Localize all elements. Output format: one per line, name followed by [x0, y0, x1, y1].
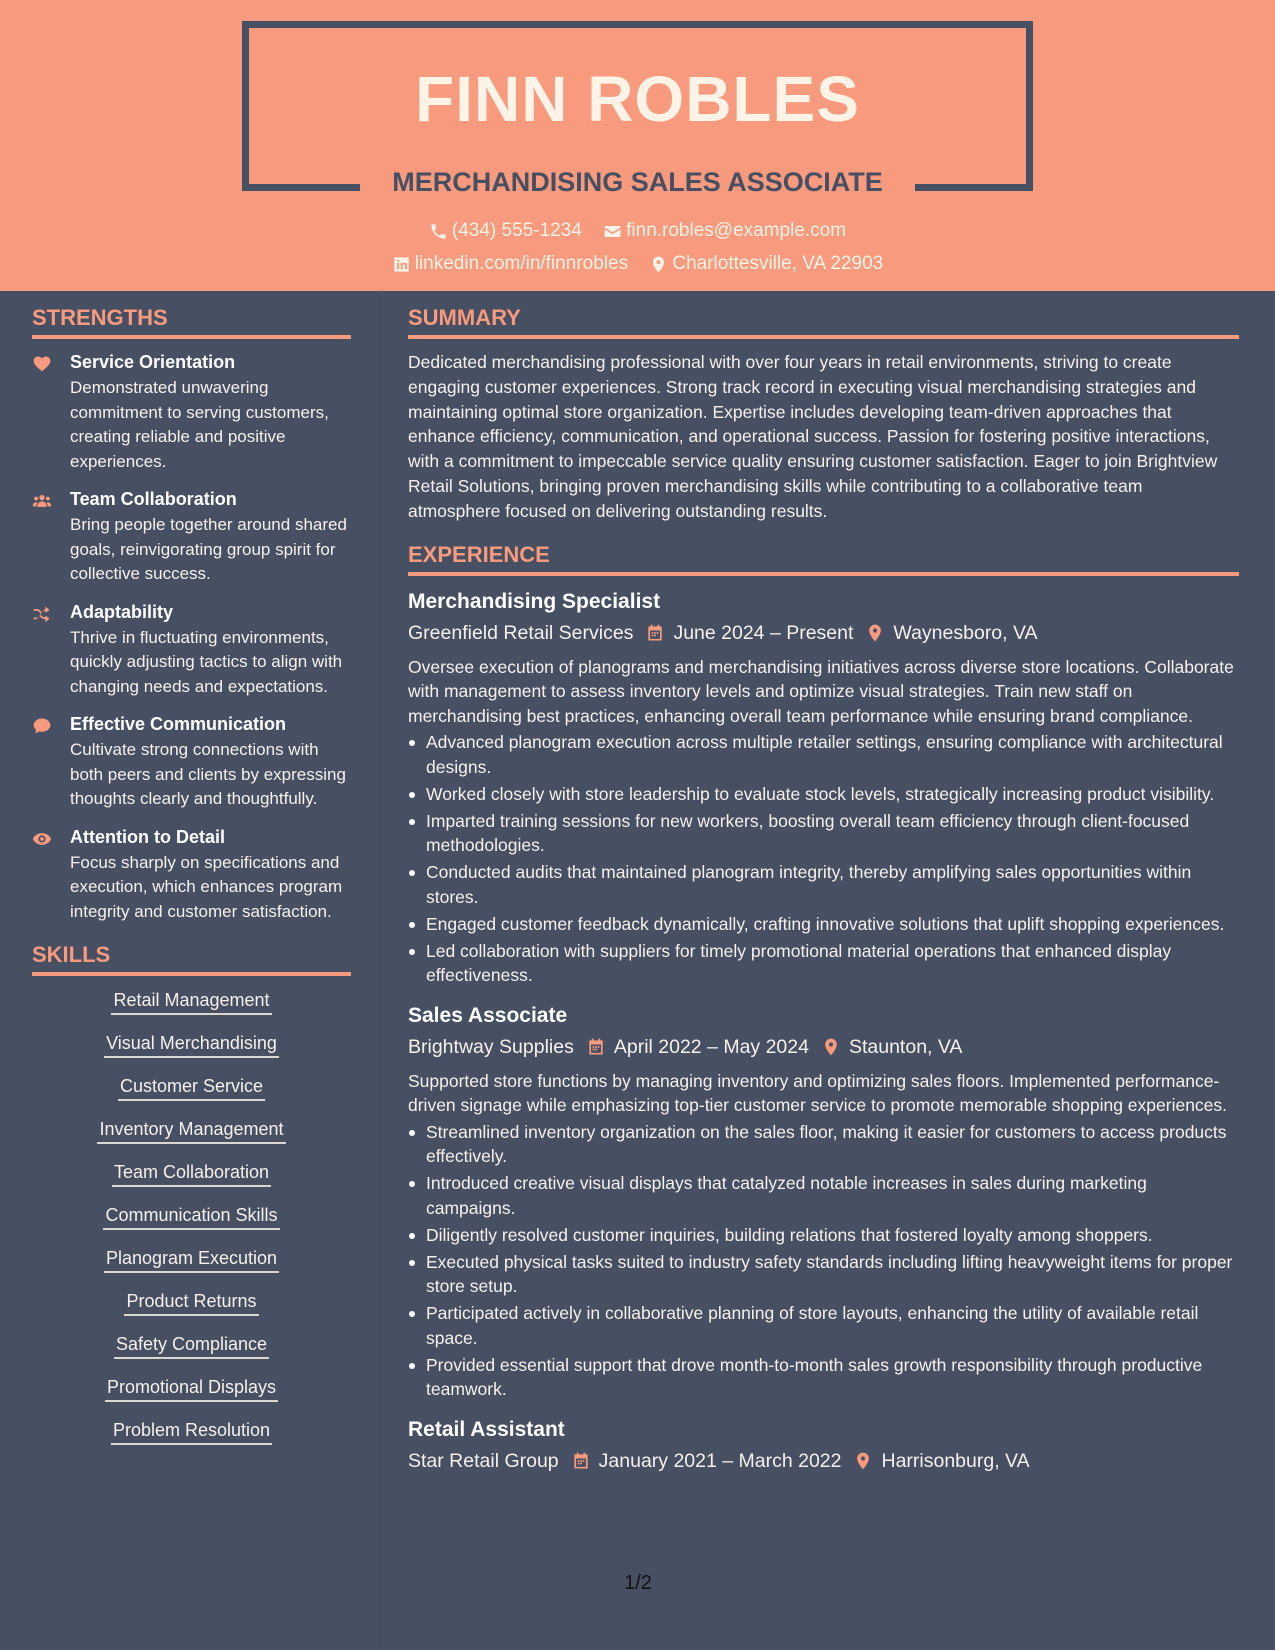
contact-row-1 — [0, 220, 1275, 247]
list-item: Participated actively in collaborative planning of store layouts, enhancing the utility of available retail space. — [408, 1301, 1239, 1350]
job-bullets — [408, 730, 1239, 988]
strength-title: Adaptability — [70, 601, 174, 622]
job-title: Retail Assistant — [408, 1417, 565, 1441]
linkedin-text: linkedin.com/in/finnrobles — [414, 253, 629, 274]
skill-item: Retail Management — [32, 988, 351, 1031]
skill-item: Communication Skills — [32, 1203, 351, 1246]
job-meta — [408, 1033, 1239, 1061]
job-company: Brightway Supplies — [408, 1035, 574, 1058]
job-location: Harrisonburg, VA — [881, 1449, 1030, 1472]
list-item: Provided essential support that drove month-to-month sales growth responsibility through productive teamwork. — [408, 1353, 1239, 1402]
summary-heading: SUMMARY — [408, 305, 1239, 339]
location-text: Charlottesville, VA 22903 — [672, 253, 884, 274]
list-item: Conducted audits that maintained planogram integrity, thereby amplifying sales opportunities within stores. — [408, 860, 1239, 909]
right-column — [408, 305, 1239, 1489]
skill-item: Inventory Management — [32, 1117, 351, 1160]
strength-item — [32, 713, 351, 812]
calendar-icon — [586, 1037, 606, 1057]
users-icon — [32, 491, 52, 511]
job-title-heading: MERCHANDISING SALES ASSOCIATE — [392, 167, 883, 197]
job-title: Sales Associate — [408, 1003, 568, 1027]
shuffle-icon — [32, 604, 52, 624]
comment-icon — [32, 716, 52, 736]
list-item: Imparted training sessions for new workers, boosting overall team efficiency through client-focused methodologies. — [408, 809, 1239, 858]
job-location: Waynesboro, VA — [893, 621, 1038, 644]
skills-section — [32, 942, 351, 1461]
skill-item: Product Returns — [32, 1289, 351, 1332]
list-item: Executed physical tasks suited to industry safety standards including lifting heavyweight items for proper store setup. — [408, 1250, 1239, 1299]
skill-item: Customer Service — [32, 1074, 351, 1117]
experience-section — [408, 542, 1239, 1475]
heart-icon — [32, 354, 52, 374]
skill-item: Promotional Displays — [32, 1375, 351, 1418]
skill-item: Planogram Execution — [32, 1246, 351, 1289]
map-pin-icon — [649, 255, 668, 274]
eye-icon — [32, 829, 52, 849]
list-item: Diligently resolved customer inquiries, building relations that fostered loyalty among shoppers. — [408, 1223, 1239, 1248]
list-item: Led collaboration with suppliers for timely promotional material operations that enhanced display effectiveness. — [408, 939, 1239, 988]
job-dates: April 2022 – May 2024 — [613, 1035, 809, 1058]
phone-icon — [429, 222, 448, 241]
strength-item — [32, 601, 351, 700]
job-entry — [408, 1416, 1239, 1475]
map-pin-icon — [853, 1451, 873, 1471]
column-divider — [382, 291, 383, 1650]
skill-item: Team Collaboration — [32, 1160, 351, 1203]
strength-desc: Thrive in fluctuating environments, quickly adjusting tactics to align with changing needs and expectations. — [70, 627, 343, 696]
map-pin-icon — [865, 623, 885, 643]
strength-desc: Cultivate strong connections with both peers and clients by expressing thoughts clearly and thoughtfully. — [70, 740, 346, 808]
strength-item — [32, 351, 351, 474]
job-company: Star Retail Group — [408, 1449, 559, 1472]
job-meta — [408, 1447, 1239, 1475]
email-text: finn.robles@example.com — [626, 220, 847, 241]
job-description: Oversee execution of planograms and merchandising initiatives across diverse store locations. Collaborate with management to assess inventory levels and optimize visual strategies. Train new staff on merchandising best practices, enhancing overall team performance while ensuring brand compliance. — [408, 656, 1234, 726]
header-banner — [0, 0, 1275, 291]
job-location: Staunton, VA — [848, 1035, 963, 1058]
job-meta — [408, 619, 1239, 647]
strength-title: Effective Communication — [70, 714, 287, 734]
candidate-name: FINN ROBLES — [415, 63, 860, 135]
left-column — [32, 305, 351, 1461]
strength-item — [32, 826, 351, 925]
strength-title: Team Collaboration — [70, 489, 237, 509]
job-entry — [408, 1002, 1239, 1402]
strength-desc: Focus sharply on specifications and execution, which enhances program integrity and customer satisfaction. — [70, 852, 343, 921]
envelope-icon — [603, 222, 622, 241]
summary-text: Dedicated merchandising professional with over four years in retail environments, striving to create engaging customer experiences. Strong track record in executing visual merchandising strategies and maintaining optimal store organization. Expertise includes developing team-driven approaches that enhance efficiency, communication, and operational success. Passion for fostering positive interactions, with a commitment to impeccable service quality ensuring customer satisfaction. Eager to join Brightview Retail Solutions, bringing proven merchandising skills while contributing to a collaborative team atmosphere focused on delivering outstanding results. — [408, 352, 1218, 521]
strength-desc: Bring people together around shared goals, reinvigorating group spirit for collective success. — [70, 515, 347, 583]
list-item: Streamlined inventory organization on the sales floor, making it easier for customers to access products effectively. — [408, 1120, 1239, 1169]
strength-desc: Demonstrated unwavering commitment to serving customers, creating reliable and positive experiences. — [70, 378, 329, 471]
job-bullets — [408, 1120, 1239, 1402]
contact-phone[interactable] — [429, 220, 582, 242]
skill-item: Problem Resolution — [32, 1418, 351, 1461]
strength-item — [32, 488, 351, 587]
phone-text: (434) 555-1234 — [451, 220, 582, 241]
skills-heading: SKILLS — [32, 942, 351, 976]
skill-item: Safety Compliance — [32, 1332, 351, 1375]
skill-list — [32, 988, 351, 1461]
contact-location — [649, 253, 883, 275]
list-item: Introduced creative visual displays that catalyzed notable increases in sales during marketing campaigns. — [408, 1171, 1239, 1220]
strength-title: Service Orientation — [70, 352, 236, 372]
calendar-icon — [571, 1451, 591, 1471]
job-description: Supported store functions by managing inventory and optimizing sales floors. Implemented performance-driven signage while emphasizing top-tier customer service to promote memorable shopping experiences. — [408, 1070, 1228, 1116]
page-number: 1/2 — [624, 1572, 652, 1594]
list-item: Worked closely with store leadership to evaluate stock levels, strategically increasing product visibility. — [408, 782, 1239, 807]
contact-linkedin[interactable] — [392, 253, 628, 275]
job-entry — [408, 588, 1239, 988]
experience-heading: EXPERIENCE — [408, 542, 1239, 576]
contact-email[interactable] — [603, 220, 846, 242]
strengths-heading: STRENGTHS — [32, 305, 351, 339]
map-pin-icon — [821, 1037, 841, 1057]
job-company: Greenfield Retail Services — [408, 621, 634, 644]
job-dates: June 2024 – Present — [673, 621, 854, 644]
contact-row-2 — [0, 253, 1275, 280]
list-item: Advanced planogram execution across multiple retailer settings, ensuring compliance with architectural designs. — [408, 730, 1239, 779]
skill-item: Visual Merchandising — [32, 1031, 351, 1074]
job-title: Merchandising Specialist — [408, 589, 661, 613]
calendar-icon — [645, 623, 665, 643]
strength-title: Attention to Detail — [70, 826, 225, 847]
linkedin-icon — [392, 255, 411, 274]
list-item: Engaged customer feedback dynamically, crafting innovative solutions that uplift shopping experiences. — [408, 912, 1239, 937]
job-dates: January 2021 – March 2022 — [598, 1449, 842, 1472]
